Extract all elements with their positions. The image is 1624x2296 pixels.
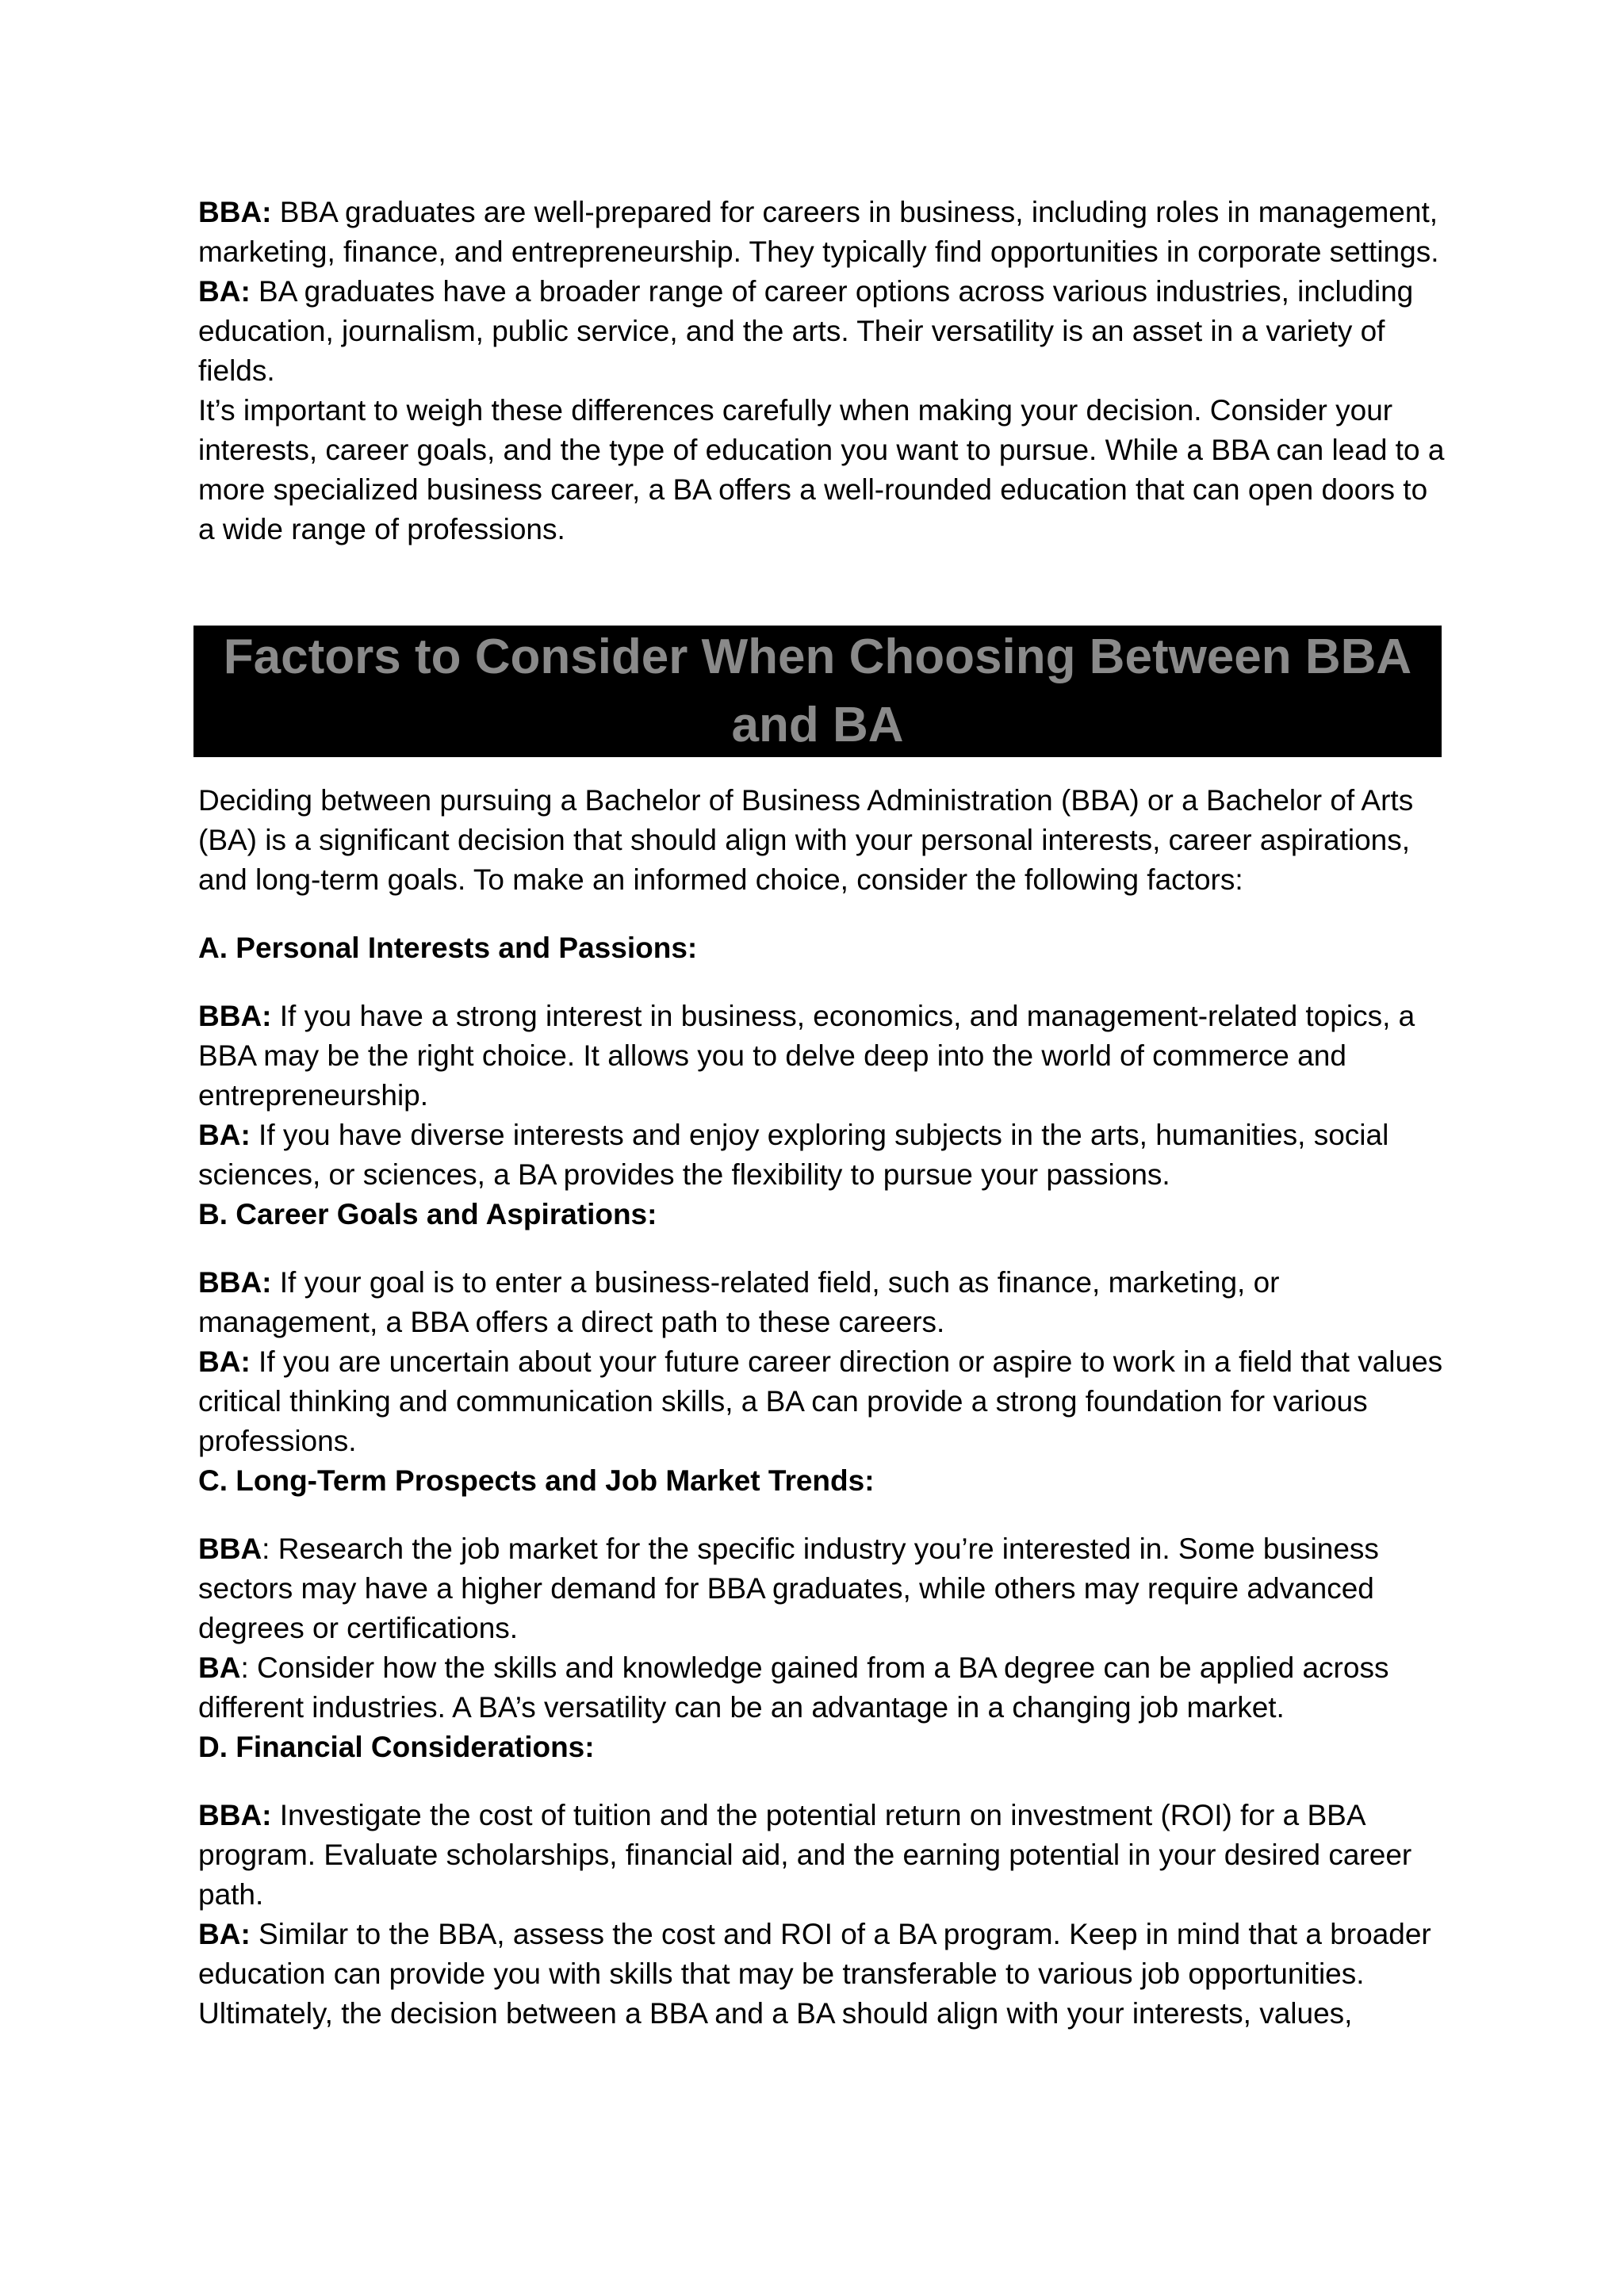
ba-label: BA:: [198, 1119, 251, 1151]
intro-paragraph: Deciding between pursuing a Bachelor of Business Administration (BBA) or a Bachelor of Arts (BA) is a significant decision that should align with your personal interests, career aspirations, and long-term goals. To make an informed choice, consider the following factors:: [198, 784, 1414, 896]
personal-interests-bba: [198, 997, 1451, 1115]
bba-careers-paragraph: [198, 193, 1451, 272]
career-goals-ba: [198, 1342, 1451, 1461]
heading-career-goals: B. Career Goals and Aspirations:: [198, 1198, 657, 1230]
bba-label: BBA:: [198, 1266, 272, 1299]
ba-text: If you are uncertain about your future career direction or aspire to work in a field that values critical thinking and communication skills, a BA can provide a strong foundation for various professions.: [198, 1345, 1443, 1457]
ba-careers-text: BA graduates have a broader range of career options across various industries, including education, journalism, public service, and the arts. Their versatility is an asset in a variety of fields.: [198, 275, 1414, 387]
financial-ba: [198, 1915, 1451, 1994]
career-goals-bba: [198, 1263, 1451, 1342]
closing-paragraph: Ultimately, the decision between a BBA and a BA should align with your interests, values,: [198, 1997, 1353, 2030]
personal-interests-ba: [198, 1115, 1451, 1195]
long-term-ba: [198, 1648, 1451, 1728]
top-text-block: [198, 193, 1451, 549]
weigh-differences-paragraph: It’s important to weigh these differences carefully when making your decision. Consider your interests, career goals, and the type of education you want to pursue. While a BBA can lead to a more specialized business career, a BA offers a well-rounded education that can open doors to a wide range of professions.: [198, 394, 1445, 545]
bba-label: BBA:: [198, 196, 272, 228]
ba-label: BA:: [198, 1345, 251, 1378]
ba-label: BA:: [198, 1918, 251, 1950]
ba-label: BA: [198, 1651, 241, 1684]
bba-label: BBA: [198, 1533, 262, 1565]
section-title: Factors to Consider When Choosing Between BBA and BA: [223, 629, 1412, 752]
bba-label: BBA:: [198, 1799, 272, 1831]
factors-section: [198, 781, 1451, 2034]
long-term-bba: [198, 1529, 1451, 1648]
ba-text: Similar to the BBA, assess the cost and ROI of a BA program. Keep in mind that a broader education can provide you with skills that may be transferable to various job opportunities.: [198, 1918, 1431, 1990]
ba-text: If you have diverse interests and enjoy exploring subjects in the arts, humanities, social sciences, or sciences, a BA provides the flexibility to pursue your passions.: [198, 1119, 1389, 1191]
financial-bba: [198, 1796, 1451, 1915]
bba-text: : Research the job market for the specific industry you’re interested in. Some business sectors may have a higher demand for BBA graduates, while others may require advanced degrees or certifications.: [198, 1533, 1379, 1644]
heading-long-term-prospects: C. Long-Term Prospects and Job Market Trends:: [198, 1464, 875, 1497]
bba-text: Investigate the cost of tuition and the potential return on investment (ROI) for a BBA program. Evaluate scholarships, financial aid, and the earning potential in your desired career path.: [198, 1799, 1412, 1911]
ba-careers-paragraph: [198, 272, 1451, 391]
ba-label: BA:: [198, 275, 251, 308]
bba-careers-text: BBA graduates are well-prepared for careers in business, including roles in management, marketing, finance, and entrepreneurship. They typically find opportunities in corporate settings.: [198, 196, 1439, 268]
bba-label: BBA:: [198, 1000, 272, 1032]
section-banner: [193, 626, 1442, 757]
bba-text: If your goal is to enter a business-related field, such as finance, marketing, or management, a BBA offers a direct path to these careers.: [198, 1266, 1280, 1338]
bba-text: If you have a strong interest in business, economics, and management-related topics, a BBA may be the right choice. It allows you to delve deep into the world of commerce and entrepreneurship.: [198, 1000, 1415, 1112]
heading-financial-considerations: D. Financial Considerations:: [198, 1731, 595, 1763]
heading-personal-interests: A. Personal Interests and Passions:: [198, 932, 698, 964]
ba-text: : Consider how the skills and knowledge gained from a BA degree can be applied across different industries. A BA’s versatility can be an advantage in a changing job market.: [198, 1651, 1389, 1724]
